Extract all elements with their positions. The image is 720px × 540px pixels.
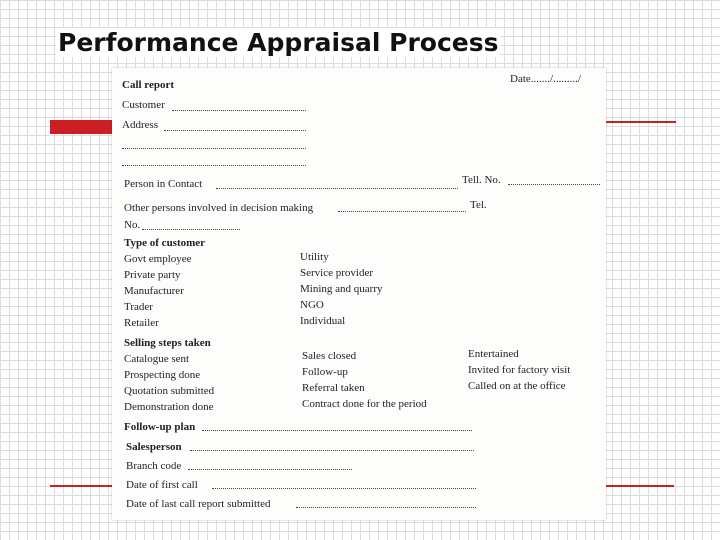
- tell-no-line: [508, 184, 600, 185]
- first-call-line: [212, 488, 476, 489]
- form-heading: Call report: [122, 79, 175, 91]
- followup-label: Follow-up plan: [124, 421, 196, 433]
- tel-label: Tel.: [470, 199, 487, 211]
- followup-line: [202, 430, 472, 431]
- date-label: Date......./........./: [510, 73, 581, 85]
- customer-type-item: Private party: [124, 269, 181, 281]
- last-call-label: Date of last call report submitted: [126, 498, 271, 510]
- selling-step-item: Follow-up: [302, 366, 348, 378]
- salesperson-line: [190, 450, 474, 451]
- selling-step-item: Prospecting done: [124, 369, 201, 381]
- address-line-1: [164, 130, 306, 131]
- last-call-line: [296, 507, 476, 508]
- selling-step-item: Entertained: [468, 348, 519, 360]
- customer-type-item: Utility: [300, 251, 329, 263]
- selling-step-item: Demonstration done: [124, 401, 214, 413]
- first-call-label: Date of first call: [126, 479, 198, 491]
- call-report-form: [112, 68, 606, 520]
- no-line: [142, 229, 240, 230]
- branch-code-line: [188, 469, 352, 470]
- customer-type-item: NGO: [300, 299, 324, 311]
- selling-step-item: Contract done for the period: [302, 398, 427, 410]
- accent-line-bottom-left: [50, 485, 112, 487]
- customer-type-item: Govt employee: [124, 253, 192, 265]
- accent-bar: [50, 120, 114, 134]
- other-persons-line: [338, 211, 466, 212]
- customer-type-item: Trader: [124, 301, 153, 313]
- selling-step-item: Sales closed: [302, 350, 357, 362]
- customer-label: Customer: [122, 99, 165, 111]
- address-label: Address: [122, 119, 159, 131]
- selling-step-item: Invited for factory visit: [468, 364, 571, 376]
- customer-type-item: Retailer: [124, 317, 159, 329]
- selling-step-item: Referral taken: [302, 382, 365, 394]
- selling-step-item: Called on at the office: [468, 380, 566, 392]
- type-customer-heading: Type of customer: [124, 237, 206, 249]
- other-persons-label: Other persons involved in decision making: [124, 202, 314, 214]
- accent-line-top-right: [606, 121, 676, 123]
- slide-title: Performance Appraisal Process: [58, 28, 499, 57]
- selling-steps-heading: Selling steps taken: [124, 337, 211, 349]
- salesperson-label: Salesperson: [126, 441, 182, 453]
- customer-type-item: Mining and quarry: [300, 283, 383, 295]
- customer-type-item: Service provider: [300, 267, 373, 279]
- selling-step-item: Quotation submitted: [124, 385, 215, 397]
- selling-step-item: Catalogue sent: [124, 353, 190, 365]
- customer-type-item: Manufacturer: [124, 285, 184, 297]
- tell-no-label: Tell. No.: [462, 174, 501, 186]
- address-line-3: [122, 165, 306, 166]
- address-line-2: [122, 148, 306, 149]
- customer-line: [172, 110, 306, 111]
- person-contact-label: Person in Contact: [124, 178, 203, 190]
- customer-type-item: Individual: [300, 315, 346, 327]
- person-contact-line: [216, 188, 458, 189]
- accent-line-bottom-right: [606, 485, 674, 487]
- no-label: No.: [124, 219, 141, 231]
- branch-code-label: Branch code: [126, 460, 182, 472]
